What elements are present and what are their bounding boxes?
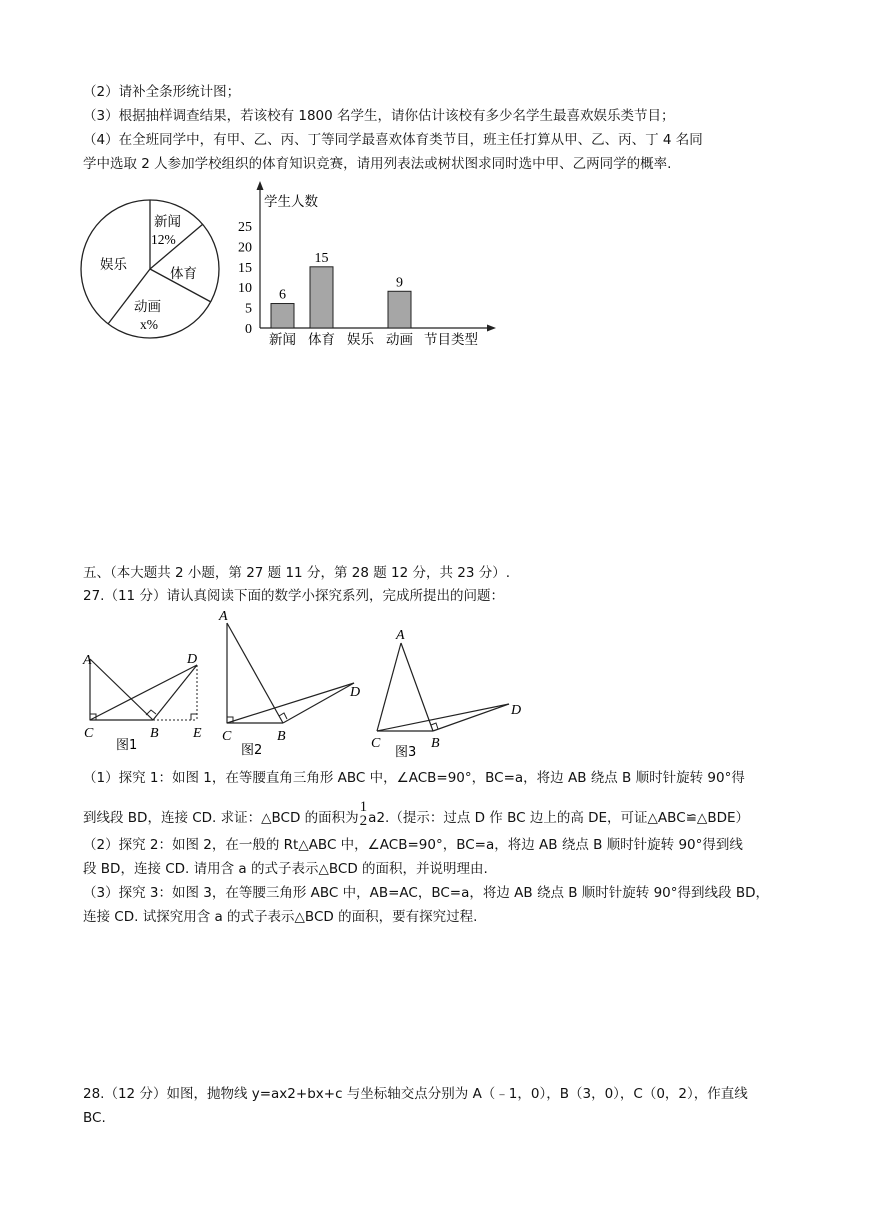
pie-label-sports: 体育 [170,266,197,282]
q27-part2-line2: 段 BD，连接 CD. 请用含 a 的式子表示△BCD 的面积，并说明理由. [83,861,488,877]
y-tick-label: 25 [238,220,252,235]
y-tick-label: 5 [245,301,252,317]
bar-value-label: 6 [279,287,286,303]
q28-line2: BC. [83,1110,106,1126]
q27-part2-line1: （2）探究 2：如图 2，在一般的 Rt△ABC 中，∠ACB=90°，BC=a，将边 AB 绕点 B 顺时针旋转 90°得到线 [83,837,743,853]
q26-part4-line1: （4）在全班同学中，有甲、乙、丙、丁等同学最喜欢体育类节目，班主任打算从甲、乙、丙、丁 4 名同 [83,132,703,148]
fig3-label-D: D [511,703,522,718]
figure-1 [80,645,210,760]
q27-part1-line2 [83,800,749,836]
bar-value-label: 9 [396,275,403,291]
fig3-label-C: C [371,736,381,751]
pie-chart [78,196,228,342]
figure-2 [215,603,365,760]
y-axis-label: 学生人数 [264,194,318,210]
x-axis-arrow [487,325,496,332]
x-category-label: 新闻 [269,332,296,348]
figure-3 [365,625,530,760]
fig2-caption: 图2 [241,743,263,758]
y-tick-label: 20 [238,240,252,256]
pie-label-anim: 动画 [134,299,161,315]
bar-1 [310,267,333,328]
fig1-label-B: B [150,726,159,741]
fig1-label-E: E [193,726,202,741]
fig2-label-C: C [222,729,232,744]
x-category-label: 娱乐 [347,332,374,348]
fig1-label-A: A [83,653,92,668]
section5-heading: 五、（本大题共 2 小题，第 27 题 11 分，第 28 题 12 分，共 23 分）. [83,565,511,581]
y-axis-arrow [257,181,264,190]
q27-intro: 27.（11 分）请认真阅读下面的数学小探究系列，完成所提出的问题： [83,588,504,604]
fig1-caption: 图1 [116,738,138,753]
q27-part1-line2-b: a2.（提示：过点 D 作 BC 边上的高 DE，可证△ABC≌△BDE） [368,810,749,826]
fraction-numerator: 1 [359,799,368,815]
bar-0 [271,304,294,328]
x-category-label: 体育 [308,332,335,348]
pie-label-anim-pct: x% [140,317,158,332]
fraction-one-half [360,800,368,828]
q27-part3-line1: （3）探究 3：如图 3，在等腰三角形 ABC 中，AB=AC，BC=a，将边 AB 绕点 B 顺时针旋转 90°得到线段 BD， [83,885,769,901]
fig2-label-A: A [219,609,228,624]
q27-part3-line2: 连接 CD. 试探究用含 a 的式子表示△BCD 的面积，要有探究过程. [83,909,478,925]
fig2-label-D: D [350,685,361,700]
bar-value-label: 15 [314,250,329,266]
fig3-label-A: A [396,628,405,643]
bar-3 [388,291,411,328]
q26-part3: （3）根据抽样调查结果，若该校有 1800 名学生，请你估计该校有多少名学生最喜欢娱乐类节目； [83,108,675,124]
pie-label-news: 新闻 [154,214,181,230]
y-tick-label: 10 [238,281,252,297]
bar-chart [230,178,500,350]
q27-part1-line1: （1）探究 1：如图 1，在等腰直角三角形 ABC 中，∠ACB=90°，BC=a，将边 AB 绕点 B 顺时针旋转 90°得 [83,770,745,786]
x-axis-label: 节目类型 [424,332,478,348]
q26-part2: （2）请补全条形统计图； [83,84,241,100]
fig2-label-B: B [277,729,286,744]
y-tick-label: 15 [238,260,252,276]
x-category-label: 动画 [386,332,413,348]
fig3-label-B: B [431,736,440,751]
q28-line1: 28.（12 分）如图，抛物线 y=ax2+bx+c 与坐标轴交点分别为 A（﹣1，0），B（3，0），C（0，2），作直线 [83,1086,748,1102]
fig1-label-C: C [84,726,94,741]
pie-label-news-pct: 12% [151,232,176,247]
y-tick-label: 0 [245,322,252,337]
q26-part4-line2: 学中选取 2 人参加学校组织的体育知识竞赛，请用列表法或树状图求同时选中甲、乙两同学的概率. [83,156,672,172]
fig3-caption: 图3 [395,745,417,760]
fraction-denominator: 2 [359,813,368,829]
q27-part1-line2-a: 到线段 BD，连接 CD. 求证：△BCD 的面积为 [83,810,359,826]
pie-label-ent: 娱乐 [100,257,127,273]
fig1-label-D: D [187,652,198,667]
